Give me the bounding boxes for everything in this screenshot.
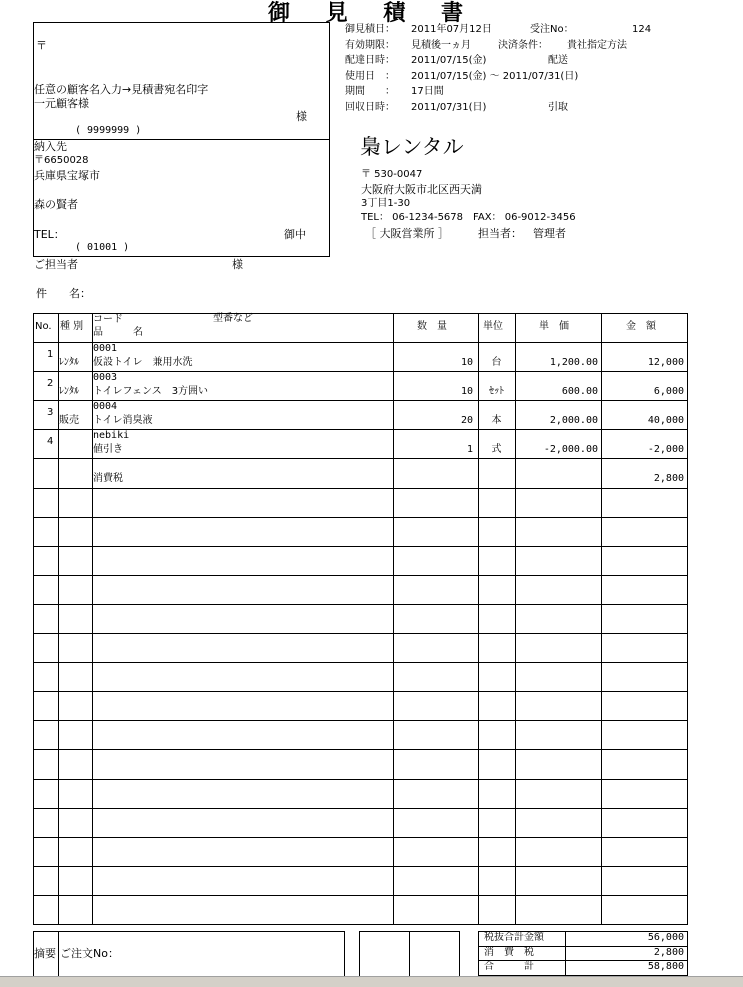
company-address2: 3丁目1-30 (361, 198, 411, 209)
header-model: 型番など (213, 313, 253, 324)
row-kind: ﾚﾝﾀﾙ (59, 357, 79, 368)
row-price: -2,000.00 (543, 444, 598, 456)
row-unit: ｾｯﾄ (489, 386, 504, 398)
header-unit: 単位 (483, 321, 503, 332)
header-code: コード (93, 314, 123, 325)
table-col-line (601, 313, 602, 925)
row-code: 0001 (93, 343, 118, 354)
delivery-honorific: 御中 (284, 228, 306, 241)
info-value: 見積後一ヵ月 (411, 39, 471, 51)
header-name: 品 名 (93, 327, 143, 338)
info-value: 2011/07/15(金) ～ 2011/07/31(日) (411, 70, 579, 82)
company-address1: 大阪府大阪市北区西天満 (361, 183, 482, 196)
delivery-label: 納入先 (34, 140, 67, 153)
row-kind: ﾚﾝﾀﾙ (59, 386, 79, 398)
row-amount: 2,800 (653, 473, 684, 485)
table-row-line (33, 866, 688, 867)
info-label: 使用日 ： (345, 70, 395, 82)
info-value: 2011年07月12日 (411, 24, 492, 35)
delivery-name: 森の賢者 (34, 198, 78, 211)
customer-note: 任意の顧客名入力→見積書宛名印字 (34, 83, 209, 96)
row-unit: 本 (491, 415, 502, 427)
table-col-line (58, 313, 59, 925)
order-no-label: ご注文No： (60, 947, 119, 960)
totals-label: 合 計 (484, 961, 534, 972)
company-office: ［ 大阪営業所 ］ (365, 227, 449, 240)
customer-code: ( 9999999 ) (75, 125, 142, 136)
row-name: トイレ消臭液 (93, 415, 153, 427)
info-label: 御見積日： (345, 24, 395, 35)
delivery-tel-label: TEL： (34, 228, 65, 241)
row-price: 600.00 (561, 386, 598, 398)
table-row-line (33, 720, 688, 721)
table-frame (33, 313, 688, 925)
table-row-line (33, 633, 688, 634)
header-amount: 金 額 (626, 321, 656, 332)
table-row-line (33, 691, 688, 692)
info-value: 2011/07/15(金) (411, 55, 487, 66)
info-value: 2011/07/31(日) (411, 101, 487, 113)
row-qty: 1 (466, 444, 473, 456)
info-extra-value: 124 (632, 24, 652, 35)
info-label: 有効期限： (345, 39, 395, 51)
subject-label: 件 名： (36, 287, 91, 300)
row-name: トイレフェンス 3方囲い (93, 386, 209, 398)
row-unit: 式 (491, 444, 502, 456)
delivery-code: ( 01001 ) (75, 242, 130, 253)
horizontal-scrollbar[interactable] (0, 976, 743, 987)
totals-value: 58,800 (647, 961, 684, 972)
info-label: 期間 ： (345, 86, 395, 97)
info-extra-label: 決済条件： (498, 39, 548, 51)
row-qty: 10 (460, 386, 473, 398)
row-price: 1,200.00 (549, 357, 598, 368)
totals-value: 56,000 (647, 932, 684, 943)
document-title: 御 見 積 書 (268, 0, 477, 26)
table-col-line (478, 313, 479, 925)
info-label: 配達日時： (345, 55, 395, 66)
customer-postal-mark: 〒 (36, 39, 47, 52)
header-qty: 数 量 (417, 321, 447, 332)
delivery-postal: 〒6650028 (34, 155, 89, 166)
row-amount: 12,000 (647, 357, 684, 368)
row-qty: 20 (460, 415, 473, 427)
table-row-line (33, 488, 688, 489)
table-row-line (33, 429, 688, 430)
table-row-line (33, 837, 688, 838)
row-code: 0004 (93, 401, 118, 413)
stamp-divider (409, 931, 410, 977)
row-code: nebiki (93, 430, 130, 442)
row-qty: 10 (460, 357, 473, 368)
contact-honorific: 様 (232, 258, 243, 271)
company-name: 梟レンタル (360, 135, 464, 159)
customer-honorific: 様 (296, 110, 307, 123)
table-row-line (33, 342, 688, 343)
header-kind: 種 別 (60, 321, 84, 332)
row-amount: 40,000 (647, 415, 684, 427)
row-no: 1 (47, 349, 54, 360)
table-row-line (33, 517, 688, 518)
table-col-line (515, 313, 516, 925)
info-extra-label: 受注No： (530, 24, 574, 35)
delivery-address: 兵庫県宝塚市 (34, 169, 100, 182)
table-row-line (33, 546, 688, 547)
row-price: 2,000.00 (549, 415, 598, 427)
row-amount: 6,000 (653, 386, 684, 398)
table-row-line (33, 779, 688, 780)
memo-label: 摘要 (34, 947, 56, 960)
info-label: 回収日時： (345, 101, 395, 113)
table-col-line (393, 313, 394, 925)
totals-label: 税抜合計金額 (484, 932, 544, 943)
table-row-line (33, 808, 688, 809)
header-no: No. (35, 321, 52, 332)
header-price: 単 価 (539, 321, 569, 332)
totals-value: 2,800 (653, 946, 684, 958)
row-name: 仮設トイレ 兼用水洗 (93, 357, 193, 368)
contact-label: ご担当者 (34, 258, 78, 271)
row-unit: 台 (491, 357, 502, 368)
memo-divider (58, 931, 59, 977)
table-row-line (33, 749, 688, 750)
table-row-line (33, 575, 688, 576)
info-value: 17日間 (411, 86, 444, 97)
company-staff: 管理者 (533, 227, 566, 240)
row-no: 2 (47, 378, 54, 390)
row-no: 3 (47, 407, 54, 419)
info-extra-label: 配送 (548, 55, 568, 66)
customer-divider (33, 139, 330, 140)
table-row-line (33, 400, 688, 401)
info-extra-value: 貴社指定方法 (567, 39, 627, 51)
company-staff-label: 担当者： (478, 227, 522, 240)
table-row-line (33, 458, 688, 459)
row-name: 消費税 (93, 473, 123, 485)
table-row-line (33, 662, 688, 663)
table-row-line (33, 371, 688, 372)
row-code: 0003 (93, 372, 118, 384)
table-row-line (33, 895, 688, 896)
row-kind: 販売 (59, 415, 79, 427)
company-postal: 〒 530-0047 (361, 169, 423, 180)
table-row-line (33, 604, 688, 605)
row-no: 4 (47, 436, 54, 448)
totals-label: 消 費 税 (484, 946, 534, 958)
row-amount: -2,000 (647, 444, 684, 456)
customer-name: 一元顧客様 (34, 97, 89, 110)
info-extra-label: 引取 (548, 101, 568, 113)
row-name: 値引き (93, 444, 123, 456)
company-phone: TEL： 06-1234-5678 FAX： 06-9012-3456 (361, 212, 576, 223)
